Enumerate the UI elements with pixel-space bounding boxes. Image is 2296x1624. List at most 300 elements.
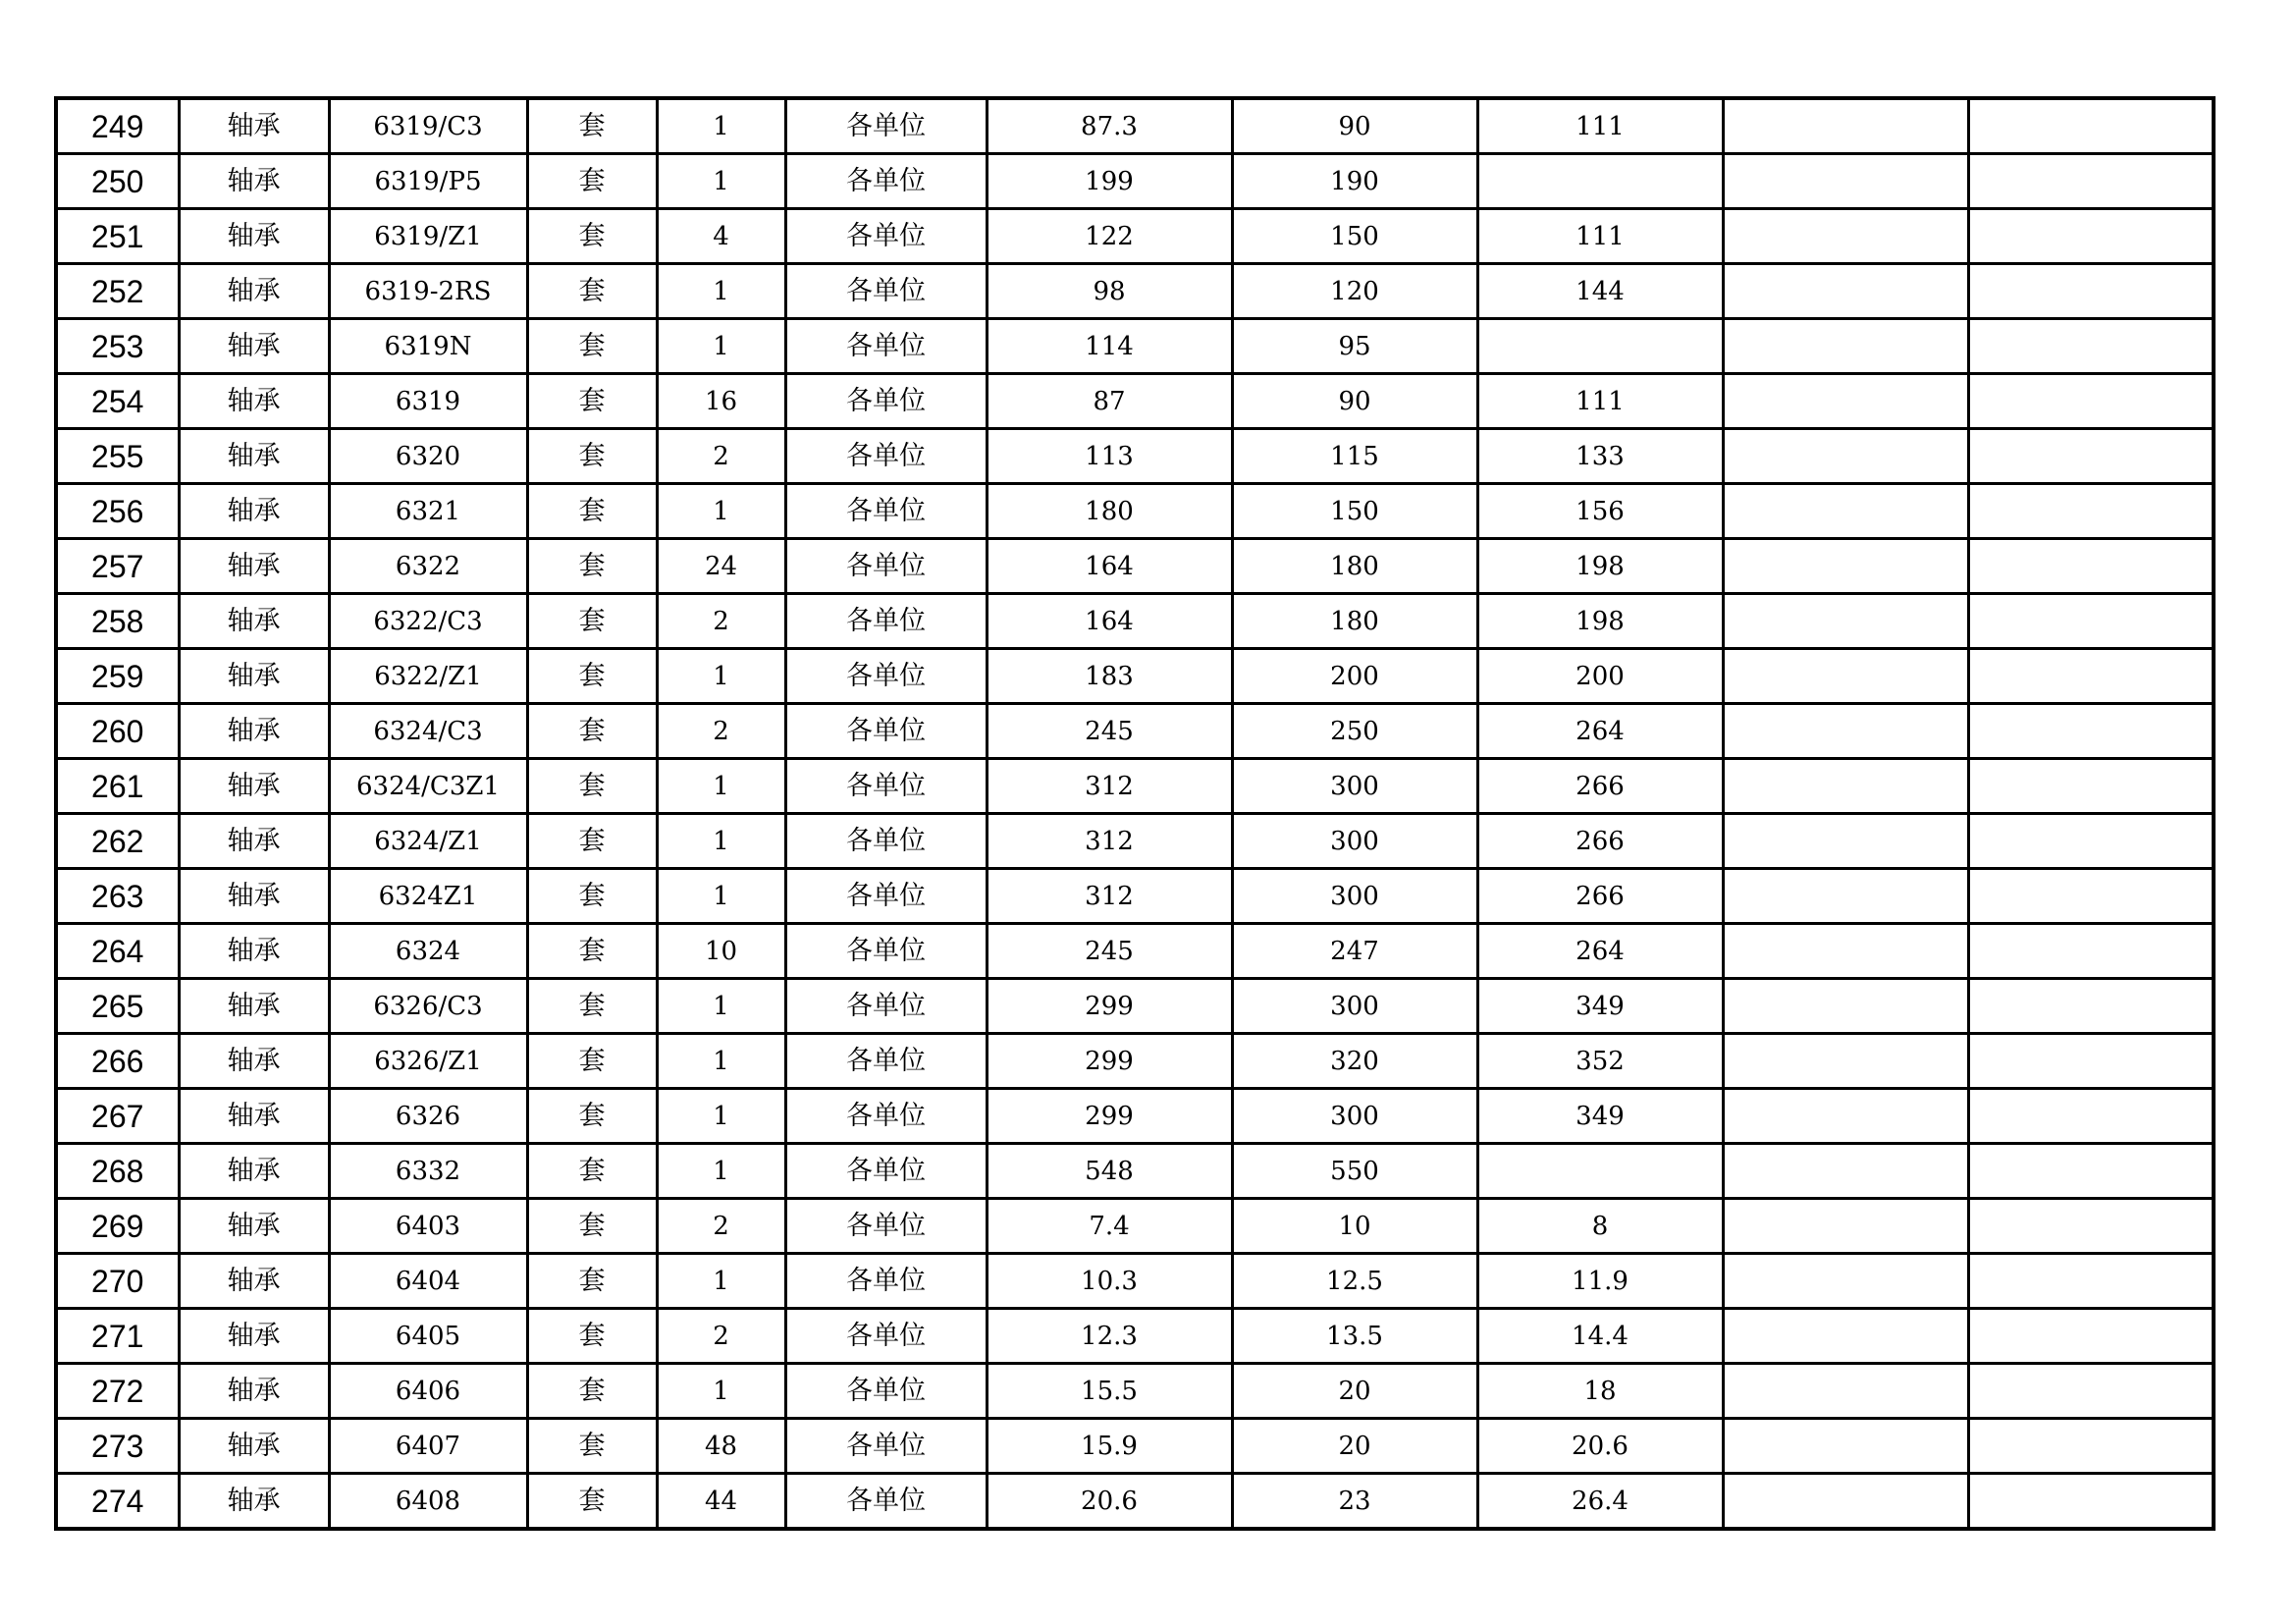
price-2-cell: 12.5 [1232, 1254, 1477, 1309]
department-cell: 各单位 [785, 1474, 987, 1530]
quantity-cell: 2 [657, 594, 785, 649]
price-3-cell: 349 [1477, 1089, 1723, 1144]
unit-cell: 套 [527, 759, 657, 814]
price-1-cell: 183 [987, 649, 1232, 704]
price-1-cell: 20.6 [987, 1474, 1232, 1530]
price-3-cell [1477, 154, 1723, 209]
price-2-cell: 200 [1232, 649, 1477, 704]
price-2-cell: 95 [1232, 319, 1477, 374]
quantity-cell: 2 [657, 429, 785, 484]
blank-column-2-cell [1968, 1309, 2214, 1364]
quantity-cell: 2 [657, 704, 785, 759]
unit-cell: 套 [527, 979, 657, 1034]
quantity-cell: 1 [657, 319, 785, 374]
model-cell: 6404 [329, 1254, 527, 1309]
item-number-cell: 261 [56, 759, 179, 814]
unit-cell: 套 [527, 1034, 657, 1089]
blank-column-2-cell [1968, 594, 2214, 649]
price-3-cell: 111 [1477, 374, 1723, 429]
department-cell: 各单位 [785, 154, 987, 209]
price-1-cell: 245 [987, 924, 1232, 979]
item-name-cell: 轴承 [179, 1254, 329, 1309]
blank-column-2-cell [1968, 1144, 2214, 1199]
blank-column-1-cell [1723, 98, 1968, 154]
table-row [56, 1034, 2214, 1089]
item-name-cell: 轴承 [179, 374, 329, 429]
quantity-cell: 1 [657, 1364, 785, 1419]
item-number-cell: 262 [56, 814, 179, 869]
unit-cell: 套 [527, 1419, 657, 1474]
price-1-cell: 312 [987, 759, 1232, 814]
item-number-cell: 267 [56, 1089, 179, 1144]
blank-column-2-cell [1968, 979, 2214, 1034]
department-cell: 各单位 [785, 1309, 987, 1364]
table-row [56, 649, 2214, 704]
price-1-cell: 164 [987, 594, 1232, 649]
department-cell: 各单位 [785, 1254, 987, 1309]
model-cell: 6320 [329, 429, 527, 484]
unit-cell: 套 [527, 1364, 657, 1419]
item-name-cell: 轴承 [179, 209, 329, 264]
table-row [56, 209, 2214, 264]
blank-column-2-cell [1968, 429, 2214, 484]
model-cell: 6403 [329, 1199, 527, 1254]
unit-cell: 套 [527, 154, 657, 209]
price-2-cell: 23 [1232, 1474, 1477, 1530]
department-cell: 各单位 [785, 1364, 987, 1419]
model-cell: 6332 [329, 1144, 527, 1199]
price-3-cell: 18 [1477, 1364, 1723, 1419]
table-row [56, 1364, 2214, 1419]
price-1-cell: 10.3 [987, 1254, 1232, 1309]
model-cell: 6324/Z1 [329, 814, 527, 869]
item-number-cell: 270 [56, 1254, 179, 1309]
department-cell: 各单位 [785, 319, 987, 374]
department-cell: 各单位 [785, 264, 987, 319]
model-cell: 6319/Z1 [329, 209, 527, 264]
table-row [56, 539, 2214, 594]
blank-column-1-cell [1723, 814, 1968, 869]
price-1-cell: 199 [987, 154, 1232, 209]
blank-column-2-cell [1968, 374, 2214, 429]
price-table [54, 96, 2216, 1531]
model-cell: 6407 [329, 1419, 527, 1474]
quantity-cell: 2 [657, 1199, 785, 1254]
blank-column-2-cell [1968, 154, 2214, 209]
item-number-cell: 272 [56, 1364, 179, 1419]
blank-column-2-cell [1968, 539, 2214, 594]
blank-column-2-cell [1968, 1419, 2214, 1474]
table-row [56, 1254, 2214, 1309]
price-1-cell: 87 [987, 374, 1232, 429]
blank-column-1-cell [1723, 1199, 1968, 1254]
table-row [56, 429, 2214, 484]
item-name-cell: 轴承 [179, 924, 329, 979]
quantity-cell: 1 [657, 154, 785, 209]
price-2-cell: 300 [1232, 814, 1477, 869]
unit-cell: 套 [527, 98, 657, 154]
unit-cell: 套 [527, 484, 657, 539]
price-2-cell: 150 [1232, 209, 1477, 264]
quantity-cell: 4 [657, 209, 785, 264]
blank-column-2-cell [1968, 924, 2214, 979]
price-3-cell: 266 [1477, 869, 1723, 924]
blank-column-1-cell [1723, 704, 1968, 759]
blank-column-1-cell [1723, 1254, 1968, 1309]
table-row [56, 1144, 2214, 1199]
price-2-cell: 13.5 [1232, 1309, 1477, 1364]
blank-column-2-cell [1968, 814, 2214, 869]
item-name-cell: 轴承 [179, 1364, 329, 1419]
price-2-cell: 90 [1232, 374, 1477, 429]
item-name-cell: 轴承 [179, 1144, 329, 1199]
quantity-cell: 1 [657, 979, 785, 1034]
quantity-cell: 1 [657, 814, 785, 869]
price-1-cell: 299 [987, 1089, 1232, 1144]
price-1-cell: 15.9 [987, 1419, 1232, 1474]
blank-column-1-cell [1723, 484, 1968, 539]
table-row [56, 154, 2214, 209]
quantity-cell: 2 [657, 1309, 785, 1364]
blank-column-1-cell [1723, 1089, 1968, 1144]
quantity-cell: 1 [657, 484, 785, 539]
unit-cell: 套 [527, 264, 657, 319]
price-1-cell: 98 [987, 264, 1232, 319]
blank-column-1-cell [1723, 1364, 1968, 1419]
table-row [56, 704, 2214, 759]
price-2-cell: 550 [1232, 1144, 1477, 1199]
item-name-cell: 轴承 [179, 98, 329, 154]
blank-column-2-cell [1968, 704, 2214, 759]
item-name-cell: 轴承 [179, 1309, 329, 1364]
item-name-cell: 轴承 [179, 979, 329, 1034]
item-number-cell: 256 [56, 484, 179, 539]
price-3-cell: 14.4 [1477, 1309, 1723, 1364]
item-name-cell: 轴承 [179, 1474, 329, 1530]
item-name-cell: 轴承 [179, 319, 329, 374]
department-cell: 各单位 [785, 704, 987, 759]
blank-column-1-cell [1723, 1144, 1968, 1199]
quantity-cell: 24 [657, 539, 785, 594]
price-2-cell: 300 [1232, 979, 1477, 1034]
price-2-cell: 150 [1232, 484, 1477, 539]
blank-column-2-cell [1968, 1254, 2214, 1309]
department-cell: 各单位 [785, 1419, 987, 1474]
model-cell: 6319N [329, 319, 527, 374]
item-number-cell: 250 [56, 154, 179, 209]
price-1-cell: 299 [987, 1034, 1232, 1089]
item-number-cell: 251 [56, 209, 179, 264]
blank-column-2-cell [1968, 759, 2214, 814]
model-cell: 6326/Z1 [329, 1034, 527, 1089]
price-1-cell: 548 [987, 1144, 1232, 1199]
department-cell: 各单位 [785, 924, 987, 979]
quantity-cell: 16 [657, 374, 785, 429]
item-number-cell: 274 [56, 1474, 179, 1530]
price-3-cell [1477, 1144, 1723, 1199]
price-1-cell: 180 [987, 484, 1232, 539]
table-row [56, 319, 2214, 374]
blank-column-1-cell [1723, 924, 1968, 979]
unit-cell: 套 [527, 539, 657, 594]
department-cell: 各单位 [785, 759, 987, 814]
blank-column-2-cell [1968, 1034, 2214, 1089]
blank-column-1-cell [1723, 264, 1968, 319]
model-cell: 6324Z1 [329, 869, 527, 924]
department-cell: 各单位 [785, 98, 987, 154]
quantity-cell: 1 [657, 1089, 785, 1144]
price-2-cell: 190 [1232, 154, 1477, 209]
quantity-cell: 1 [657, 1034, 785, 1089]
unit-cell: 套 [527, 1199, 657, 1254]
price-2-cell: 320 [1232, 1034, 1477, 1089]
item-name-cell: 轴承 [179, 1034, 329, 1089]
table-row [56, 484, 2214, 539]
price-3-cell: 8 [1477, 1199, 1723, 1254]
department-cell: 各单位 [785, 209, 987, 264]
department-cell: 各单位 [785, 484, 987, 539]
blank-column-1-cell [1723, 374, 1968, 429]
department-cell: 各单位 [785, 1089, 987, 1144]
price-3-cell: 133 [1477, 429, 1723, 484]
quantity-cell: 1 [657, 264, 785, 319]
item-name-cell: 轴承 [179, 869, 329, 924]
item-name-cell: 轴承 [179, 1199, 329, 1254]
table-row [56, 759, 2214, 814]
department-cell: 各单位 [785, 814, 987, 869]
unit-cell: 套 [527, 1474, 657, 1530]
blank-column-2-cell [1968, 869, 2214, 924]
item-number-cell: 249 [56, 98, 179, 154]
blank-column-1-cell [1723, 319, 1968, 374]
blank-column-1-cell [1723, 979, 1968, 1034]
blank-column-1-cell [1723, 869, 1968, 924]
price-1-cell: 245 [987, 704, 1232, 759]
item-number-cell: 266 [56, 1034, 179, 1089]
table-row [56, 374, 2214, 429]
unit-cell: 套 [527, 649, 657, 704]
model-cell: 6321 [329, 484, 527, 539]
table-row [56, 1419, 2214, 1474]
quantity-cell: 1 [657, 649, 785, 704]
item-number-cell: 264 [56, 924, 179, 979]
price-2-cell: 300 [1232, 1089, 1477, 1144]
department-cell: 各单位 [785, 649, 987, 704]
item-number-cell: 265 [56, 979, 179, 1034]
blank-column-1-cell [1723, 1419, 1968, 1474]
table-row [56, 264, 2214, 319]
price-3-cell: 264 [1477, 704, 1723, 759]
item-number-cell: 259 [56, 649, 179, 704]
price-1-cell: 12.3 [987, 1309, 1232, 1364]
price-2-cell: 180 [1232, 539, 1477, 594]
table-row [56, 1309, 2214, 1364]
unit-cell: 套 [527, 374, 657, 429]
blank-column-2-cell [1968, 649, 2214, 704]
model-cell: 6408 [329, 1474, 527, 1530]
blank-column-2-cell [1968, 98, 2214, 154]
quantity-cell: 10 [657, 924, 785, 979]
table-row [56, 979, 2214, 1034]
blank-column-1-cell [1723, 429, 1968, 484]
item-number-cell: 258 [56, 594, 179, 649]
table-row [56, 1199, 2214, 1254]
unit-cell: 套 [527, 429, 657, 484]
price-3-cell: 352 [1477, 1034, 1723, 1089]
blank-column-1-cell [1723, 594, 1968, 649]
table-row [56, 869, 2214, 924]
price-3-cell: 349 [1477, 979, 1723, 1034]
blank-column-2-cell [1968, 1474, 2214, 1530]
blank-column-1-cell [1723, 649, 1968, 704]
item-name-cell: 轴承 [179, 814, 329, 869]
quantity-cell: 44 [657, 1474, 785, 1530]
price-3-cell: 198 [1477, 539, 1723, 594]
item-name-cell: 轴承 [179, 264, 329, 319]
unit-cell: 套 [527, 924, 657, 979]
item-name-cell: 轴承 [179, 704, 329, 759]
price-1-cell: 299 [987, 979, 1232, 1034]
price-1-cell: 15.5 [987, 1364, 1232, 1419]
department-cell: 各单位 [785, 374, 987, 429]
model-cell: 6324 [329, 924, 527, 979]
price-2-cell: 120 [1232, 264, 1477, 319]
price-2-cell: 180 [1232, 594, 1477, 649]
unit-cell: 套 [527, 594, 657, 649]
item-name-cell: 轴承 [179, 649, 329, 704]
price-3-cell: 144 [1477, 264, 1723, 319]
price-3-cell: 20.6 [1477, 1419, 1723, 1474]
unit-cell: 套 [527, 209, 657, 264]
blank-column-1-cell [1723, 209, 1968, 264]
quantity-cell: 1 [657, 869, 785, 924]
quantity-cell: 1 [657, 98, 785, 154]
price-3-cell [1477, 319, 1723, 374]
item-name-cell: 轴承 [179, 539, 329, 594]
blank-column-1-cell [1723, 759, 1968, 814]
quantity-cell: 1 [657, 1254, 785, 1309]
model-cell: 6319/P5 [329, 154, 527, 209]
price-3-cell: 11.9 [1477, 1254, 1723, 1309]
table-row [56, 1474, 2214, 1530]
quantity-cell: 1 [657, 759, 785, 814]
item-number-cell: 257 [56, 539, 179, 594]
model-cell: 6319-2RS [329, 264, 527, 319]
quantity-cell: 1 [657, 1144, 785, 1199]
table-row [56, 1089, 2214, 1144]
table-row [56, 594, 2214, 649]
blank-column-2-cell [1968, 1199, 2214, 1254]
model-cell: 6322/C3 [329, 594, 527, 649]
price-3-cell: 26.4 [1477, 1474, 1723, 1530]
blank-column-2-cell [1968, 484, 2214, 539]
table-row [56, 924, 2214, 979]
model-cell: 6324/C3 [329, 704, 527, 759]
table-body [56, 98, 2214, 1529]
table-row [56, 814, 2214, 869]
unit-cell: 套 [527, 814, 657, 869]
item-number-cell: 260 [56, 704, 179, 759]
item-number-cell: 254 [56, 374, 179, 429]
blank-column-1-cell [1723, 539, 1968, 594]
model-cell: 6322 [329, 539, 527, 594]
department-cell: 各单位 [785, 1199, 987, 1254]
model-cell: 6406 [329, 1364, 527, 1419]
item-name-cell: 轴承 [179, 594, 329, 649]
quantity-cell: 48 [657, 1419, 785, 1474]
price-2-cell: 300 [1232, 869, 1477, 924]
price-1-cell: 312 [987, 869, 1232, 924]
blank-column-2-cell [1968, 319, 2214, 374]
unit-cell: 套 [527, 1089, 657, 1144]
unit-cell: 套 [527, 1254, 657, 1309]
price-2-cell: 20 [1232, 1364, 1477, 1419]
item-number-cell: 255 [56, 429, 179, 484]
item-number-cell: 268 [56, 1144, 179, 1199]
blank-column-1-cell [1723, 1474, 1968, 1530]
price-1-cell: 113 [987, 429, 1232, 484]
unit-cell: 套 [527, 1309, 657, 1364]
table-row [56, 98, 2214, 154]
price-3-cell: 266 [1477, 759, 1723, 814]
price-1-cell: 164 [987, 539, 1232, 594]
model-cell: 6326/C3 [329, 979, 527, 1034]
price-2-cell: 90 [1232, 98, 1477, 154]
blank-column-1-cell [1723, 1034, 1968, 1089]
price-3-cell: 200 [1477, 649, 1723, 704]
item-number-cell: 273 [56, 1419, 179, 1474]
price-2-cell: 115 [1232, 429, 1477, 484]
blank-column-1-cell [1723, 1309, 1968, 1364]
price-3-cell: 198 [1477, 594, 1723, 649]
item-number-cell: 252 [56, 264, 179, 319]
model-cell: 6322/Z1 [329, 649, 527, 704]
price-3-cell: 111 [1477, 209, 1723, 264]
department-cell: 各单位 [785, 594, 987, 649]
department-cell: 各单位 [785, 1034, 987, 1089]
blank-column-1-cell [1723, 154, 1968, 209]
price-2-cell: 20 [1232, 1419, 1477, 1474]
department-cell: 各单位 [785, 979, 987, 1034]
price-1-cell: 122 [987, 209, 1232, 264]
price-2-cell: 247 [1232, 924, 1477, 979]
blank-column-2-cell [1968, 264, 2214, 319]
price-3-cell: 111 [1477, 98, 1723, 154]
unit-cell: 套 [527, 704, 657, 759]
model-cell: 6326 [329, 1089, 527, 1144]
price-2-cell: 10 [1232, 1199, 1477, 1254]
model-cell: 6319 [329, 374, 527, 429]
item-number-cell: 253 [56, 319, 179, 374]
model-cell: 6324/C3Z1 [329, 759, 527, 814]
unit-cell: 套 [527, 869, 657, 924]
price-1-cell: 87.3 [987, 98, 1232, 154]
price-1-cell: 7.4 [987, 1199, 1232, 1254]
price-1-cell: 114 [987, 319, 1232, 374]
blank-column-2-cell [1968, 1089, 2214, 1144]
item-name-cell: 轴承 [179, 1089, 329, 1144]
item-name-cell: 轴承 [179, 484, 329, 539]
price-2-cell: 300 [1232, 759, 1477, 814]
department-cell: 各单位 [785, 429, 987, 484]
blank-column-2-cell [1968, 209, 2214, 264]
model-cell: 6405 [329, 1309, 527, 1364]
price-2-cell: 250 [1232, 704, 1477, 759]
item-number-cell: 263 [56, 869, 179, 924]
item-name-cell: 轴承 [179, 429, 329, 484]
price-3-cell: 156 [1477, 484, 1723, 539]
price-3-cell: 264 [1477, 924, 1723, 979]
